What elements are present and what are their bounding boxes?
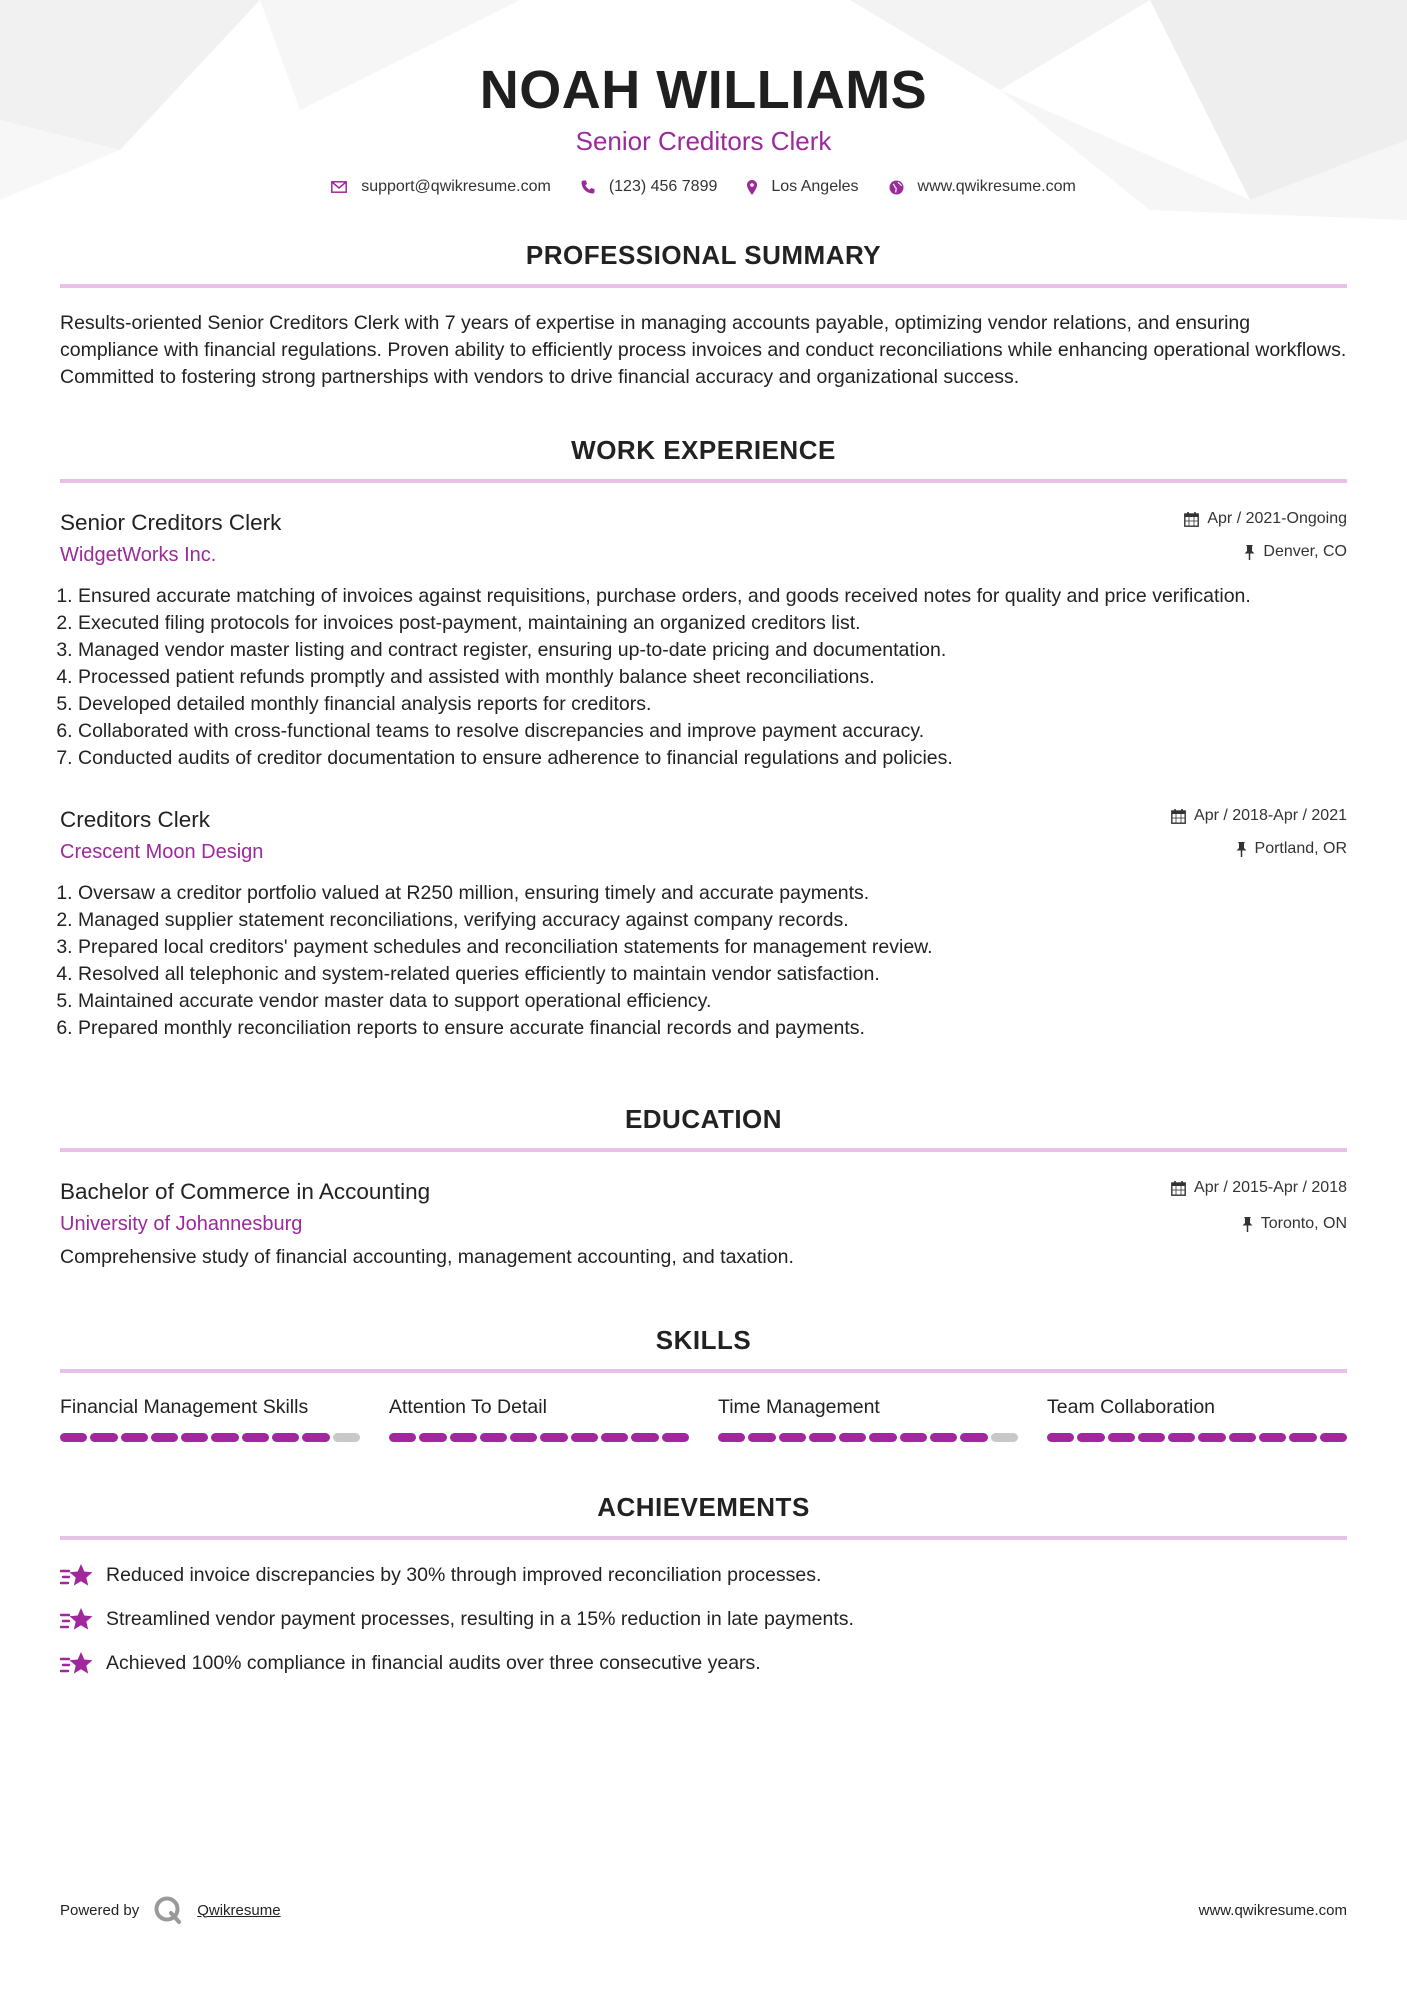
skill-level-segment (272, 1433, 299, 1442)
skill-level-segment (960, 1433, 987, 1442)
map-pin-icon (747, 180, 757, 195)
achievement-item (60, 1562, 1347, 1589)
skill-level-segment (748, 1433, 775, 1442)
list-item: 1. Oversaw a creditor portfolio valued at R250 million, ensuring timely and accurate payments. (78, 880, 1347, 907)
summary-heading: PROFESSIONAL SUMMARY (525, 240, 882, 270)
skill-level-segment (389, 1433, 416, 1442)
phone-icon (581, 180, 595, 194)
location-text: Los Angeles (771, 178, 859, 195)
achievement-item (60, 1606, 1347, 1633)
skill-level-segment (1108, 1433, 1135, 1442)
job-entry (60, 806, 1347, 1042)
skill-level-segment (450, 1433, 477, 1442)
list-item: 5. Maintained accurate vendor master data to support operational efficiency. (78, 988, 1347, 1015)
candidate-title: Senior Creditors Clerk (575, 126, 832, 156)
list-item: 6. Prepared monthly reconciliation reports to ensure accurate financial records and payments. (78, 1015, 1347, 1042)
skill-level-segment (900, 1433, 927, 1442)
skill-level-segment (718, 1433, 745, 1442)
skill-level-segment (779, 1433, 806, 1442)
section-divider (60, 1536, 1347, 1540)
job-bullets (60, 583, 1347, 772)
skill-level-segment (211, 1433, 238, 1442)
summary-section (60, 240, 1347, 391)
calendar-icon (1171, 1181, 1186, 1196)
skill-level-segment (480, 1433, 507, 1442)
list-item: 1. Ensured accurate matching of invoices against requisitions, purchase orders, and goods received notes for quality and price verification. (78, 583, 1347, 610)
skill-level-segment (1259, 1433, 1286, 1442)
skill-level-segment (839, 1433, 866, 1442)
education-description: Comprehensive study of financial accounting, management accounting, and taxation. (60, 1246, 794, 1268)
skill-level-segment (540, 1433, 567, 1442)
skill-level-segment (601, 1433, 628, 1442)
skill-level-segment (930, 1433, 957, 1442)
skill-level-segment (1047, 1433, 1074, 1442)
calendar-icon (1171, 809, 1186, 824)
footer-website[interactable]: www.qwikresume.com (1198, 1901, 1347, 1919)
skill-item (718, 1395, 1018, 1442)
skill-level-bar (389, 1433, 689, 1442)
page-footer (60, 1895, 1347, 1925)
resume-header (60, 0, 1347, 196)
skill-level-segment (1138, 1433, 1165, 1442)
powered-by (60, 1895, 281, 1925)
job-bullets (60, 880, 1347, 1042)
section-divider (60, 1369, 1347, 1373)
star-icon (60, 1607, 94, 1633)
section-divider (60, 1148, 1347, 1152)
star-icon (60, 1651, 94, 1677)
skill-level-segment (1198, 1433, 1225, 1442)
job-dates: Apr / 2018-Apr / 2021 (1194, 807, 1347, 824)
experience-heading: WORK EXPERIENCE (571, 435, 836, 465)
skill-level-segment (1229, 1433, 1256, 1442)
skill-level-segment (869, 1433, 896, 1442)
job-location: Portland, OR (1254, 840, 1347, 857)
skill-item (60, 1395, 360, 1442)
skill-level-segment (1289, 1433, 1316, 1442)
skill-level-segment (333, 1433, 360, 1442)
skill-level-segment (1320, 1433, 1347, 1442)
list-item: 5. Developed detailed monthly financial analysis reports for creditors. (78, 691, 1347, 718)
pushpin-icon (1242, 1217, 1253, 1232)
experience-section (60, 435, 1347, 1042)
powered-by-label: Powered by (60, 1901, 140, 1919)
list-item: 6. Collaborated with cross-functional teams to resolve discrepancies and improve payment accuracy. (78, 718, 1347, 745)
list-item: 2. Managed supplier statement reconciliations, verifying accuracy against company records. (78, 907, 1347, 934)
job-title: Creditors Clerk (60, 807, 211, 832)
contact-bar (60, 178, 1347, 196)
education-dates: Apr / 2015-Apr / 2018 (1194, 1179, 1347, 1196)
pushpin-icon (1236, 842, 1247, 857)
skill-name: Time Management (718, 1396, 880, 1418)
email-text: support@qwikresume.com (361, 178, 551, 195)
skill-level-segment (1168, 1433, 1195, 1442)
achievement-text: Streamlined vendor payment processes, resulting in a 15% reduction in late payments. (106, 1608, 854, 1630)
skill-level-segment (181, 1433, 208, 1442)
job-location: Denver, CO (1263, 543, 1347, 560)
skill-level-segment (510, 1433, 537, 1442)
achievement-text: Reduced invoice discrepancies by 30% through improved reconciliation processes. (106, 1564, 822, 1586)
skill-item (389, 1395, 689, 1442)
summary-text: Results-oriented Senior Creditors Clerk with 7 years of expertise in managing accounts payable, optimizing vendor relations, and ensuring compliance with financial regulations. Proven ability to efficiently process invoices and conduct reconciliations while enhancing operational workflows. Committed to fostering strong partnerships with vendors to drive financial accuracy and organizational success. (60, 312, 1347, 388)
calendar-icon (1184, 512, 1199, 527)
globe-icon (889, 180, 904, 195)
school-name: University of Johannesburg (60, 1213, 303, 1235)
job-dates: Apr / 2021-Ongoing (1207, 510, 1347, 527)
education-section (60, 1104, 1347, 1271)
skill-name: Team Collaboration (1047, 1396, 1216, 1418)
skill-level-segment (571, 1433, 598, 1442)
skill-level-segment (90, 1433, 117, 1442)
skill-name: Attention To Detail (389, 1396, 547, 1418)
skill-level-bar (718, 1433, 1018, 1442)
list-item: 3. Prepared local creditors' payment schedules and reconciliation statements for management review. (78, 934, 1347, 961)
skill-level-segment (631, 1433, 658, 1442)
contact-location (747, 178, 858, 196)
qwikresume-link[interactable]: Qwikresume (197, 1901, 281, 1919)
contact-website[interactable] (889, 178, 1076, 196)
achievements-heading: ACHIEVEMENTS (597, 1492, 810, 1522)
star-icon (60, 1563, 94, 1589)
education-heading: EDUCATION (624, 1104, 783, 1134)
list-item: 4. Processed patient refunds promptly and assisted with monthly balance sheet reconciliations. (78, 664, 1347, 691)
candidate-name: NOAH WILLIAMS (479, 60, 928, 120)
skill-level-segment (242, 1433, 269, 1442)
skills-heading: SKILLS (655, 1325, 752, 1355)
skill-level-segment (151, 1433, 178, 1442)
qwikresume-logo-icon (153, 1895, 183, 1925)
education-location: Toronto, ON (1260, 1215, 1347, 1232)
job-entry (60, 509, 1347, 772)
website-text: www.qwikresume.com (917, 178, 1076, 195)
company-name: WidgetWorks Inc. (60, 544, 217, 566)
skill-name: Financial Management Skills (60, 1396, 309, 1418)
contact-phone[interactable] (581, 178, 718, 196)
skill-level-bar (60, 1433, 360, 1442)
skills-section (60, 1325, 1347, 1442)
skill-level-segment (121, 1433, 148, 1442)
achievement-text: Achieved 100% compliance in financial audits over three consecutive years. (106, 1652, 761, 1674)
degree-title: Bachelor of Commerce in Accounting (60, 1179, 431, 1204)
achievement-item (60, 1650, 1347, 1677)
skill-level-segment (991, 1433, 1018, 1442)
section-divider (60, 479, 1347, 483)
achievements-section (60, 1492, 1347, 1677)
list-item: 2. Executed filing protocols for invoices post-payment, maintaining an organized creditors list. (78, 610, 1347, 637)
envelope-icon (331, 181, 347, 193)
skill-level-segment (1077, 1433, 1104, 1442)
education-entry (60, 1178, 1347, 1271)
skill-level-bar (1047, 1433, 1347, 1442)
skill-level-segment (60, 1433, 87, 1442)
contact-email[interactable] (331, 178, 551, 196)
skill-item (1047, 1395, 1347, 1442)
list-item: 7. Conducted audits of creditor documentation to ensure adherence to financial regulations and policies. (78, 745, 1347, 772)
phone-text: (123) 456 7899 (608, 178, 718, 195)
list-item: 3. Managed vendor master listing and contract register, ensuring up-to-date pricing and documentation. (78, 637, 1347, 664)
skill-level-segment (662, 1433, 689, 1442)
section-divider (60, 284, 1347, 288)
list-item: 4. Resolved all telephonic and system-related queries efficiently to maintain vendor satisfaction. (78, 961, 1347, 988)
job-title: Senior Creditors Clerk (60, 510, 282, 535)
pushpin-icon (1244, 545, 1255, 560)
skill-level-segment (302, 1433, 329, 1442)
skill-level-segment (809, 1433, 836, 1442)
company-name: Crescent Moon Design (60, 841, 264, 863)
skill-level-segment (419, 1433, 446, 1442)
